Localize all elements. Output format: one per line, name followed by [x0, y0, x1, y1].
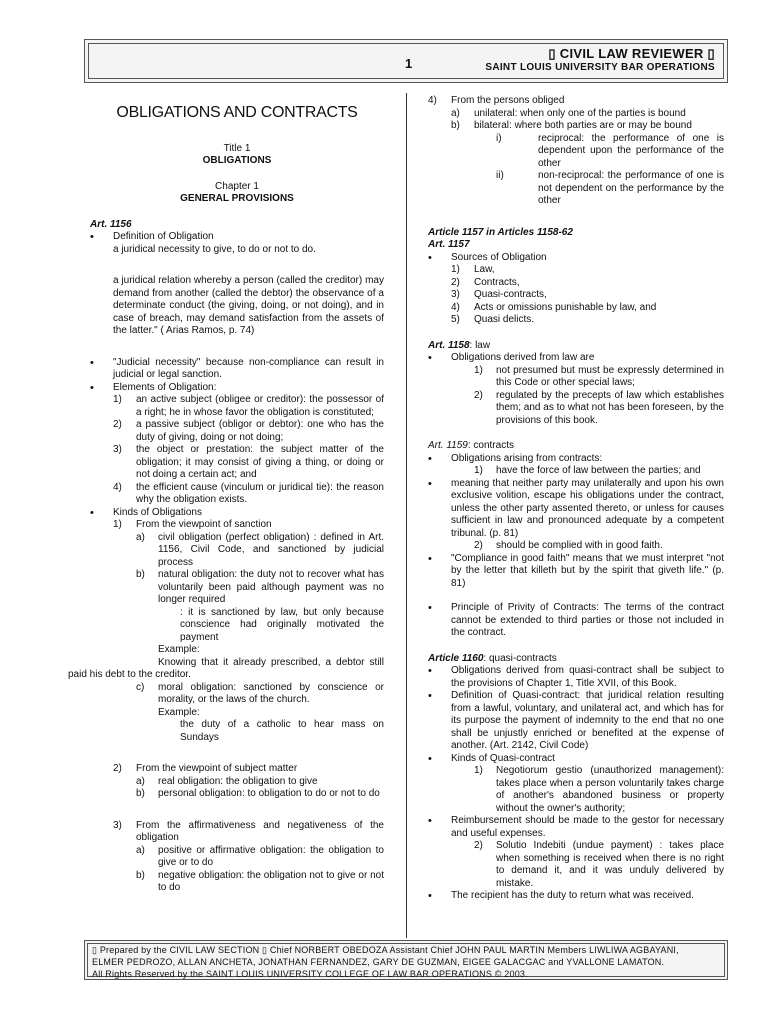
bullet-item — [428, 602, 724, 640]
page-number: 1 — [405, 56, 413, 71]
list-item — [90, 776, 384, 789]
list-item — [90, 482, 384, 507]
list-letter: b) — [136, 788, 145, 799]
bullet-text: Sources of Obligation — [451, 251, 547, 263]
list-number: 2) — [451, 276, 460, 288]
reviewer-title: ▯ CIVIL LAW REVIEWER ▯ — [548, 46, 715, 61]
list-item — [90, 870, 384, 895]
article-heading — [428, 340, 724, 353]
example-label: Example: — [158, 644, 200, 655]
list-number: 1) — [113, 394, 122, 405]
article-heading: Article 1157 in Articles 1158-62 — [428, 226, 573, 238]
chapter-name: GENERAL PROVISIONS — [180, 193, 294, 204]
list-letter: b) — [136, 569, 145, 580]
example-label: Example: — [158, 706, 200, 718]
list-number: 4) — [451, 301, 460, 313]
footer-credits-line: ▯ Prepared by the CIVIL LAW SECTION ▯ Chief NORBERT OBEDOZA Assistant Chief JOHN PAUL MARTIN Members LIWLIWA AGBAYANI, — [92, 945, 679, 955]
page-header — [84, 39, 728, 83]
footer-rights-line: All Rights Reserved by the SAINT LOUIS UNIVERSITY COLLEGE OF LAW BAR OPERATIONS © 2003. — [92, 969, 528, 979]
bullet-item — [428, 252, 724, 265]
list-item — [428, 314, 724, 327]
article-number: Article 1160 — [428, 652, 484, 664]
bullet-text: Reimbursement should be made to the gestor for necessary and useful expenses. — [451, 815, 724, 839]
list-item — [90, 519, 384, 532]
example-text: Knowing that it already prescribed, a debtor still paid his debt to the creditor. — [68, 656, 384, 680]
example-text: the duty of a catholic to hear mass on Sundays — [180, 719, 384, 743]
list-number: 4) — [113, 481, 122, 493]
list-text: From the viewpoint of sanction — [136, 519, 272, 530]
list-number: 2) — [113, 419, 122, 430]
list-number: 2) — [474, 840, 483, 851]
list-item — [428, 277, 724, 290]
list-text: From the affirmativeness and negativeness of the obligation — [136, 819, 384, 843]
list-item — [428, 465, 724, 478]
chapter-number: Chapter 1 — [215, 180, 259, 192]
article-heading: Art. 1156 — [90, 218, 132, 230]
list-item — [428, 95, 724, 108]
article-number: Art. 1159 — [428, 440, 468, 451]
bullet-item — [428, 890, 724, 903]
left-column — [68, 95, 384, 895]
list-number: 1) — [474, 465, 483, 476]
list-text: From the persons obliged — [451, 95, 565, 106]
article-topic: : quasi-contracts — [483, 652, 557, 664]
list-item — [428, 840, 724, 890]
list-letter: a) — [136, 775, 145, 787]
bullet-item — [428, 478, 724, 541]
list-number: 3) — [113, 444, 122, 455]
bullet-item — [428, 665, 724, 690]
list-item — [428, 540, 724, 553]
bullet-text: "Judicial necessity" because non-compliance can result in judicial or legal sanction. — [113, 356, 384, 380]
right-column — [428, 95, 724, 903]
list-text: an active subject (obligee or creditor): the possessor of a right; he in whose favor the obligation is constituted; — [136, 394, 384, 418]
column-divider — [406, 93, 407, 938]
list-text: Acts or omissions punishable by law, and — [474, 301, 657, 313]
list-text: positive or affirmative obligation: the obligation to give or to do — [158, 844, 384, 868]
list-item — [90, 682, 384, 707]
list-text: real obligation: the obligation to give — [158, 775, 318, 787]
bullet-text: Kinds of Obligations — [113, 506, 202, 518]
list-item — [90, 532, 384, 570]
bullet-item — [428, 815, 724, 840]
definition-text: a juridical necessity to give, to do or not to do. — [113, 243, 316, 255]
note-text: : it is sanctioned by law, but only because conscience had originally motivated the payment — [180, 606, 384, 643]
page-footer — [84, 940, 728, 980]
bullet-text: The recipient has the duty to return what was received. — [451, 890, 694, 901]
list-letter: a) — [451, 107, 460, 119]
list-item — [90, 419, 384, 444]
list-number: 1) — [451, 264, 460, 275]
list-item — [428, 264, 724, 277]
list-number: 2) — [474, 540, 483, 551]
main-title: OBLIGATIONS AND CONTRACTS — [116, 104, 358, 121]
bullet-item — [428, 690, 724, 753]
list-item — [90, 845, 384, 870]
footer-credits-line: ELMER PEDROZO, ALLAN ANCHETA, JONATHAN FERNANDEZ, GARY DE GUZMAN, EIGEE GALACGAC and YVALLONE LAMATON. — [92, 957, 665, 967]
list-text: Contracts, — [474, 276, 520, 288]
list-text: a passive subject (obligor or debtor): one who has the duty of giving, doing or not doing; — [136, 419, 384, 443]
list-number: 1) — [474, 364, 483, 376]
bullet-text: Obligations arising from contracts: — [451, 452, 603, 464]
article-topic: : contracts — [467, 440, 514, 451]
list-text: should be complied with in good faith. — [496, 540, 663, 551]
list-text: civil obligation (perfect obligation) : defined in Art. 1156, Civil Code, and sanctioned by judicial process — [158, 531, 384, 568]
list-letter: c) — [136, 681, 145, 693]
list-letter: a) — [136, 844, 145, 856]
bullet-text: meaning that neither party may unilaterally and upon his own exclusive volition, escape his obligations under the contract, unless the other party assented thereto, or unless for causes sufficient in law and pronounced adequate by a competent tribunal. (p. 81) — [451, 477, 724, 539]
list-item — [428, 302, 724, 315]
article-heading — [428, 440, 724, 453]
footer-frame — [87, 943, 725, 977]
list-text: reciprocal: the performance of one is dependent upon the performance of the other — [538, 132, 724, 169]
list-roman: ii) — [496, 170, 504, 181]
list-number: 5) — [451, 314, 460, 325]
list-item — [428, 289, 724, 302]
bullet-text: Definition of Quasi-contract: that juridical relation resulting from a lawful, voluntary, and unilateral act, and which has for its purpose the payment of indemnity to the end that no one shall be unjustly enriched or benefited at the expense of another. (Art. 2142, Civil Code) — [451, 690, 724, 751]
bullet-item — [90, 507, 384, 520]
article-number: Art. 1158 — [428, 339, 470, 351]
list-item — [90, 820, 384, 845]
list-text: natural obligation: the duty not to recover what has voluntarily been paid although payment was no longer required — [158, 569, 384, 605]
list-text: have the force of law between the parties; and — [496, 465, 701, 476]
bullet-item — [428, 453, 724, 466]
list-text: the object or prestation: the subject matter of the obligation; it may consist of giving a thing, or doing or not doing a certain act; and — [136, 444, 384, 480]
bullet-item — [90, 231, 384, 244]
list-item — [428, 133, 724, 171]
list-item — [90, 394, 384, 419]
bullet-text: Kinds of Quasi-contract — [451, 752, 555, 764]
list-roman: i) — [496, 132, 502, 144]
definition-quote: a juridical relation whereby a person (called the creditor) may demand from another (called the debtor) the observance of a determinate conduct (the giving, doing, or not doing), and in case of breach, may demand satisfaction from the assets of the latter." ( Arias Ramos, p. 74) — [113, 275, 384, 336]
list-item — [428, 390, 724, 428]
list-number: 1) — [474, 765, 483, 776]
list-number: 3) — [113, 819, 122, 831]
list-text: Quasi delicts. — [474, 314, 535, 325]
title-name: OBLIGATIONS — [202, 155, 272, 166]
list-text: non-reciprocal: the performance of one is not dependent on the performance by the other — [538, 170, 724, 206]
list-text: the efficient cause (vinculum or juridical tie): the reason why the obligation exists. — [136, 481, 384, 505]
list-text: negative obligation: the obligation not to give or not to do — [158, 869, 384, 893]
list-number: 2) — [113, 763, 122, 774]
bar-operations-label: SAINT LOUIS UNIVERSITY BAR OPERATIONS — [485, 62, 715, 73]
article-heading: Art. 1157 — [428, 239, 470, 250]
bullet-text: Elements of Obligation: — [113, 381, 217, 393]
list-number: 4) — [428, 95, 437, 106]
list-text: From the viewpoint of subject matter — [136, 763, 298, 774]
list-text: Law, — [474, 264, 495, 275]
list-item — [428, 765, 724, 815]
bullet-item — [428, 352, 724, 365]
bullet-item — [90, 357, 384, 382]
list-text: Solutio Indebiti (undue payment) : takes place when something is received when there is no right to demand it, and it was unduly delivered by mistake. — [496, 840, 724, 889]
list-item — [90, 444, 384, 482]
list-item — [90, 788, 384, 801]
list-letter: a) — [136, 531, 145, 543]
list-text: not presumed but must be expressly determined in this Code or other special laws; — [496, 364, 724, 388]
list-text: Quasi-contracts, — [474, 289, 547, 300]
list-text: unilateral: when only one of the parties is bound — [474, 107, 686, 119]
law-list — [428, 365, 724, 428]
bullet-item — [428, 753, 724, 766]
list-text: moral obligation: sanctioned by conscience or morality, or the laws of the church. — [158, 681, 384, 705]
list-item — [428, 108, 724, 121]
list-item — [90, 763, 384, 776]
list-item — [90, 569, 384, 607]
title-number: Title 1 — [223, 142, 251, 154]
list-item — [428, 170, 724, 208]
list-letter: b) — [451, 120, 460, 131]
list-number: 3) — [451, 289, 460, 300]
list-text: bilateral: where both parties are or may be bound — [474, 120, 692, 131]
bullet-text: "Compliance in good faith" means that we must interpret "not by the letter that killeth but by the spirit that giveth life." (p. 81) — [451, 552, 724, 589]
elements-list — [90, 394, 384, 507]
article-heading — [428, 653, 724, 666]
list-text: Negotiorum gestio (unauthorized management): takes place when a person voluntarily takes charge of another's abandoned business or property without the owner's authority; — [496, 765, 724, 814]
list-number: 1) — [113, 519, 122, 530]
bullet-text: Obligations derived from law are — [451, 352, 595, 363]
list-text: personal obligation: to obligation to do or not to do — [158, 788, 380, 799]
bullet-text: Principle of Privity of Contracts: The terms of the contract cannot be extended to third parties or those not included in the contract. — [451, 602, 724, 638]
header-frame — [88, 43, 724, 79]
list-text: regulated by the precepts of law which establishes them; and as to what not has been foreseen, by the provisions of this book. — [496, 389, 724, 426]
bullet-item — [428, 553, 724, 591]
list-item — [428, 120, 724, 133]
article-topic: : law — [469, 339, 491, 351]
bullet-item — [90, 382, 384, 395]
sources-list — [428, 264, 724, 327]
list-number: 2) — [474, 389, 483, 401]
list-item — [428, 365, 724, 390]
bullet-text: Obligations derived from quasi-contract shall be subject to the provisions of Chapter 1, Title XVII, of this Book. — [451, 665, 724, 689]
list-letter: b) — [136, 869, 145, 881]
bullet-text: Definition of Obligation — [113, 231, 214, 242]
